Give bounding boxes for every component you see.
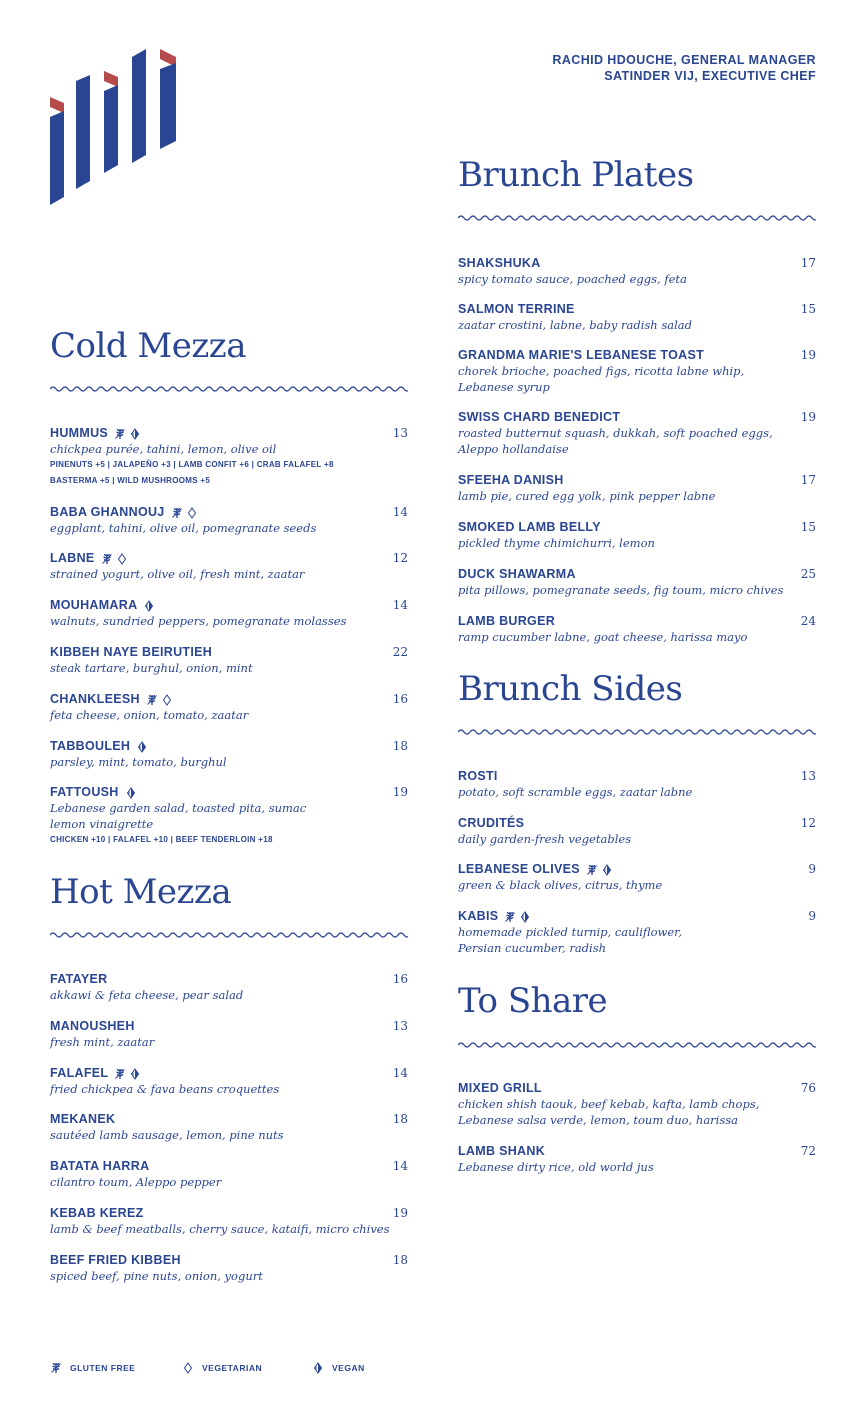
item-name: KIBBEH NAYE BEIRUTIEH [50,645,213,659]
item-price: 18 [392,1253,408,1267]
section-title-cold-mezza: Cold Mezza [50,326,246,366]
item-name: KABIS [458,909,499,923]
item-name: SWISS CHARD BENEDICT [458,410,621,424]
item-addons: CHICKEN +10 | FALAFEL +10 | BEEF TENDERLOIN +18 [50,835,273,844]
menu-item [50,597,408,629]
item-price: 14 [392,598,408,612]
diet-icons [114,1065,144,1081]
item-name: DUCK SHAWARMA [458,567,576,581]
legend-vegetarian [182,1362,262,1374]
item-price: 15 [800,520,816,534]
item-name: SALMON TERRINE [458,302,575,316]
item-name: BATATA HARRA [50,1159,150,1173]
menu-item [50,644,408,676]
legend-vegan [312,1362,365,1374]
general-manager: RACHID HDOUCHE, GENERAL MANAGER [552,53,816,67]
item-description: cilantro toum, Aleppo pepper [50,1175,222,1189]
item-price: 14 [392,1066,408,1080]
legend-label: VEGETARIAN [202,1363,263,1373]
wave-divider [458,727,816,737]
wave-divider [458,1040,816,1050]
diet-icons [125,784,140,800]
item-price: 13 [800,769,816,783]
item-price: 19 [800,348,816,362]
item-description: pickled thyme chimichurri, lemon [458,536,655,550]
section-title-brunch-sides: Brunch Sides [458,669,683,709]
item-description: fried chickpea & fava beans croquettes [50,1082,280,1096]
item-description: Persian cucumber, radish [458,941,607,955]
menu-item [50,1158,408,1190]
legend-label: GLUTEN FREE [70,1363,136,1373]
diet-icons [101,550,131,566]
item-name: BABA GHANNOUJ [50,505,165,519]
menu-item [50,1111,408,1143]
item-name: MEKANEK [50,1112,116,1126]
diet-icons [586,861,616,877]
menu-item [458,472,816,504]
item-name: GRANDMA MARIE'S LEBANESE TOAST [458,348,705,362]
item-name: SMOKED LAMB BELLY [458,520,601,534]
item-description: strained yogurt, olive oil, fresh mint, zaatar [50,567,305,581]
item-price: 19 [800,410,816,424]
item-name: FALAFEL [50,1066,109,1080]
item-name: MANOUSHEH [50,1019,135,1033]
item-name: HUMMUS [50,426,109,440]
vegan-icon [136,741,148,753]
item-description: fresh mint, zaatar [50,1035,155,1049]
vegan-icon [601,864,613,876]
menu-item [50,738,408,770]
item-description: green & black olives, citrus, thyme [458,878,663,892]
menu-item [458,347,816,395]
menu-item [458,613,816,645]
item-addons: BASTERMA +5 | WILD MUSHROOMS +5 [50,476,211,485]
menu-item [458,861,816,893]
vegan-icon [129,1068,141,1080]
gluten-free-icon [114,1068,126,1080]
gluten-free-icon [50,1362,62,1374]
item-description: spicy tomato sauce, poached eggs, feta [458,272,687,286]
item-price: 12 [800,816,816,830]
item-description: chorek brioche, poached figs, ricotta labne whip, [458,364,745,378]
item-name: LAMB SHANK [458,1144,546,1158]
item-name: FATTOUSH [50,785,119,799]
diet-icons [136,738,151,754]
item-description: Aleppo hollandaise [458,442,569,456]
item-description: roasted butternut squash, dukkah, soft poached eggs, [458,426,773,440]
section-title-hot-mezza: Hot Mezza [50,872,232,912]
item-description: spiced beef, pine nuts, onion, yogurt [50,1269,263,1283]
menu-item [50,1018,408,1050]
item-price: 76 [800,1081,816,1095]
item-description: zaatar crostini, labne, baby radish salad [458,318,693,332]
vegan-icon [312,1362,324,1374]
gluten-free-icon [504,911,516,923]
item-description: chicken shish taouk, beef kebab, kafta, lamb chops, [458,1097,760,1111]
item-name: CRUDITÉS [458,816,525,830]
menu-item [50,1065,408,1097]
section-title-to-share: To Share [458,981,608,1021]
menu-item [458,301,816,333]
menu-item [458,815,816,847]
left-column [50,0,408,1422]
item-price: 16 [392,972,408,986]
item-price: 24 [800,614,816,628]
diet-icons [171,504,201,520]
item-price: 13 [392,426,408,440]
menu-item [458,768,816,800]
menu-item [458,908,816,956]
item-name: LEBANESE OLIVES [458,862,580,876]
item-description: sautéed lamb sausage, lemon, pine nuts [50,1128,284,1142]
vegetarian-icon [116,553,128,565]
diet-icons [504,908,534,924]
menu-item [458,255,816,287]
menu-item [50,504,408,536]
gluten-free-icon [146,694,158,706]
diet-icons [114,425,144,441]
item-price: 14 [392,505,408,519]
vegetarian-icon [182,1362,194,1374]
vegan-icon [129,428,141,440]
item-name: CHANKLEESH [50,692,140,706]
item-price: 72 [800,1144,816,1158]
diet-icons [146,691,176,707]
legend-gluten-free [50,1362,135,1374]
executive-chef: SATINDER VIJ, EXECUTIVE CHEF [604,69,816,83]
item-price: 9 [808,862,816,876]
item-price: 17 [800,473,816,487]
menu-item [458,1143,816,1175]
item-name: FATAYER [50,972,108,986]
item-price: 19 [392,1206,408,1220]
gluten-free-icon [586,864,598,876]
item-description: potato, soft scramble eggs, zaatar labne [458,785,693,799]
item-description: lamb pie, cured egg yolk, pink pepper labne [458,489,716,503]
item-addons: PINENUTS +5 | JALAPEÑO +3 | LAMB CONFIT +6 | CRAB FALAFEL +8 [50,460,334,469]
vegetarian-icon [186,507,198,519]
item-price: 22 [392,645,408,659]
menu-item [50,1252,408,1284]
item-description: lamb & beef meatballs, cherry sauce, kataifi, micro chives [50,1222,390,1236]
item-description: lemon vinaigrette [50,817,154,831]
item-name: LABNE [50,551,95,565]
item-price: 19 [392,785,408,799]
menu-item [50,1205,408,1237]
item-price: 18 [392,1112,408,1126]
item-description: Lebanese salsa verde, lemon, toum duo, harissa [458,1113,739,1127]
item-name: BEEF FRIED KIBBEH [50,1253,181,1267]
item-price: 14 [392,1159,408,1173]
menu-item [50,691,408,723]
menu-item [50,784,408,848]
item-description: chickpea purée, tahini, lemon, olive oil [50,442,277,456]
item-description: ramp cucumber labne, goat cheese, harissa mayo [458,630,748,644]
wave-divider [50,930,408,940]
item-name: ROSTI [458,769,498,783]
right-column [458,0,816,1422]
item-price: 13 [392,1019,408,1033]
vegan-icon [143,600,155,612]
item-description: akkawi & feta cheese, pear salad [50,988,244,1002]
menu-item [458,409,816,457]
item-description: feta cheese, onion, tomato, zaatar [50,708,249,722]
item-name: SFEEHA DANISH [458,473,564,487]
menu-item [458,519,816,551]
item-price: 9 [808,909,816,923]
item-name: MOUHAMARA [50,598,138,612]
wave-divider [50,384,408,394]
item-description: Lebanese dirty rice, old world jus [458,1160,654,1174]
item-description: parsley, mint, tomato, burghul [50,755,227,769]
vegan-icon [519,911,531,923]
vegan-icon [125,787,137,799]
menu-item [458,566,816,598]
gluten-free-icon [114,428,126,440]
item-price: 17 [800,256,816,270]
legend-label: VEGAN [332,1363,365,1373]
gluten-free-icon [101,553,113,565]
vegetarian-icon [161,694,173,706]
item-name: MIXED GRILL [458,1081,542,1095]
item-name: LAMB BURGER [458,614,556,628]
item-price: 16 [392,692,408,706]
item-description: Lebanese garden salad, toasted pita, sumac [50,801,307,815]
menu-item [458,1080,816,1128]
gluten-free-icon [171,507,183,519]
item-name: TABBOULEH [50,739,131,753]
section-title-brunch-plates: Brunch Plates [458,155,694,195]
item-name: KEBAB KEREZ [50,1206,144,1220]
menu-item [50,550,408,582]
item-price: 25 [800,567,816,581]
item-price: 15 [800,302,816,316]
item-description: steak tartare, burghul, onion, mint [50,661,253,675]
diet-icons [143,597,158,613]
item-price: 18 [392,739,408,753]
item-description: Lebanese syrup [458,380,550,394]
item-description: homemade pickled turnip, cauliflower, [458,925,683,939]
item-name: SHAKSHUKA [458,256,541,270]
wave-divider [458,213,816,223]
menu-item [50,425,408,489]
item-description: daily garden-fresh vegetables [458,832,632,846]
item-description: eggplant, tahini, olive oil, pomegranate seeds [50,521,317,535]
item-price: 12 [392,551,408,565]
item-description: pita pillows, pomegranate seeds, fig toum, micro chives [458,583,784,597]
item-description: walnuts, sundried peppers, pomegranate molasses [50,614,347,628]
menu-item [50,971,408,1003]
